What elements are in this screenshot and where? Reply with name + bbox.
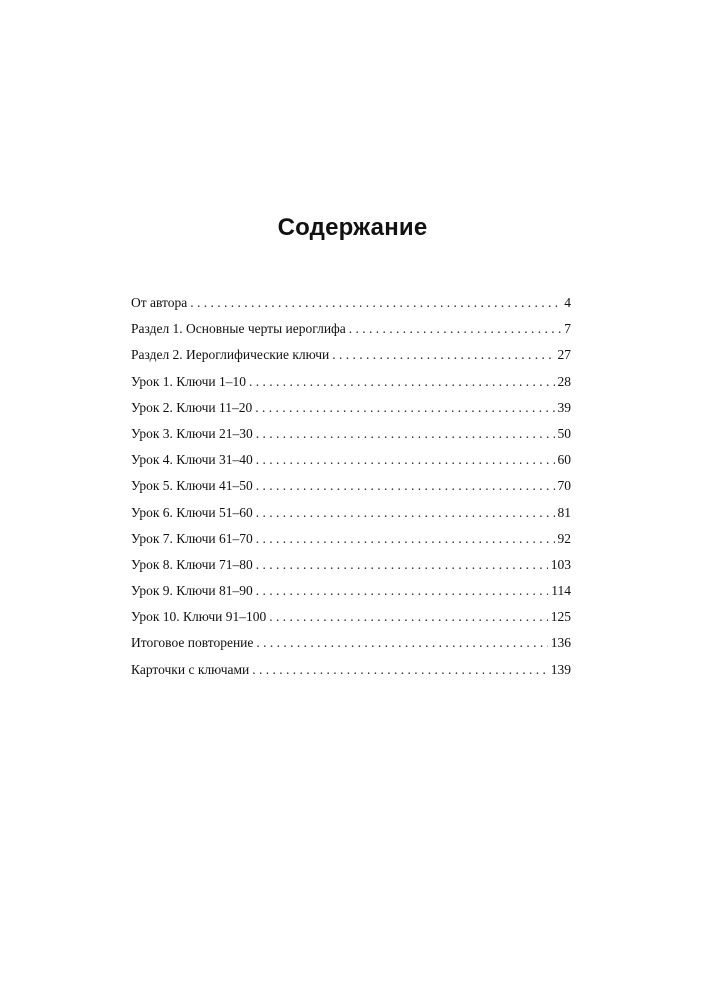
toc-entry-page: 114 (551, 583, 571, 599)
toc-entry-final-review (131, 630, 571, 656)
toc-entry-page: 39 (557, 399, 571, 415)
toc-entry-label: Урок 3. Ключи 21–30 (131, 425, 253, 441)
toc-entry-lesson-8 (131, 552, 571, 578)
toc-leader-dots (256, 421, 555, 447)
toc-entry-label: Раздел 1. Основные черты иероглифа (131, 321, 346, 337)
toc-entry-label: Раздел 2. Иероглифические ключи (131, 347, 330, 363)
toc-entry-label: От автора (131, 295, 188, 310)
toc-entry-lesson-10 (131, 604, 571, 630)
toc-leader-dots (256, 473, 555, 499)
toc-leader-dots (256, 552, 548, 578)
toc-entry-page: 139 (550, 661, 571, 677)
toc-entry-section-2 (131, 342, 571, 368)
toc-entry-page: 7 (564, 321, 571, 337)
toc-leader-dots (256, 500, 555, 526)
toc-leader-dots (252, 657, 548, 683)
toc-entry-label: Итоговое повторение (131, 635, 254, 651)
toc-entry-page: 125 (550, 609, 571, 625)
toc-entry-lesson-2 (131, 395, 571, 421)
toc-leader-dots (332, 342, 554, 368)
toc-entry-lesson-5 (131, 473, 571, 499)
toc-entry-lesson-9 (131, 578, 571, 604)
toc-leader-dots (349, 316, 561, 342)
toc-entry-label: Карточки с ключами (131, 661, 250, 677)
toc-entry-page: 136 (550, 635, 571, 651)
toc-leader-dots (256, 630, 547, 656)
toc-entry-page: 50 (557, 425, 571, 441)
toc-entry-page: 60 (557, 452, 571, 468)
toc-entry-key-cards (131, 657, 571, 683)
toc-entry-lesson-3 (131, 421, 571, 447)
toc-entry-label: Урок 6. Ключи 51–60 (131, 504, 253, 520)
toc-entry-from-author (131, 290, 571, 316)
toc-entry-section-1 (131, 316, 571, 342)
toc-entry-label: Урок 2. Ключи 11–20 (131, 399, 253, 415)
toc-entry-page: 70 (557, 478, 571, 494)
toc-entry-page: 4 (564, 295, 571, 310)
toc-leader-dots (256, 447, 555, 473)
toc-leader-dots (256, 578, 548, 604)
toc-entry-lesson-1 (131, 369, 571, 395)
table-of-contents (131, 290, 571, 683)
toc-leader-dots (190, 290, 561, 316)
toc-leader-dots (256, 526, 555, 552)
toc-entry-lesson-4 (131, 447, 571, 473)
toc-entry-lesson-7 (131, 526, 571, 552)
toc-entry-label: Урок 10. Ключи 91–100 (131, 609, 267, 625)
toc-leader-dots (249, 369, 554, 395)
toc-entry-label: Урок 9. Ключи 81–90 (131, 583, 253, 599)
page-title: Содержание (277, 214, 428, 241)
toc-entry-label: Урок 4. Ключи 31–40 (131, 452, 253, 468)
toc-entry-label: Урок 8. Ключи 71–80 (131, 556, 253, 572)
toc-leader-dots (255, 395, 554, 421)
toc-entry-label: Урок 7. Ключи 61–70 (131, 530, 253, 546)
toc-entry-label: Урок 5. Ключи 41–50 (131, 478, 253, 494)
toc-entry-page: 92 (557, 530, 571, 546)
toc-entry-lesson-6 (131, 500, 571, 526)
toc-entry-page: 103 (550, 556, 571, 572)
toc-entry-label: Урок 1. Ключи 1–10 (131, 373, 247, 389)
toc-leader-dots (269, 604, 547, 630)
toc-entry-page: 81 (557, 504, 571, 520)
toc-entry-page: 27 (557, 347, 571, 363)
toc-entry-page: 28 (557, 373, 571, 389)
